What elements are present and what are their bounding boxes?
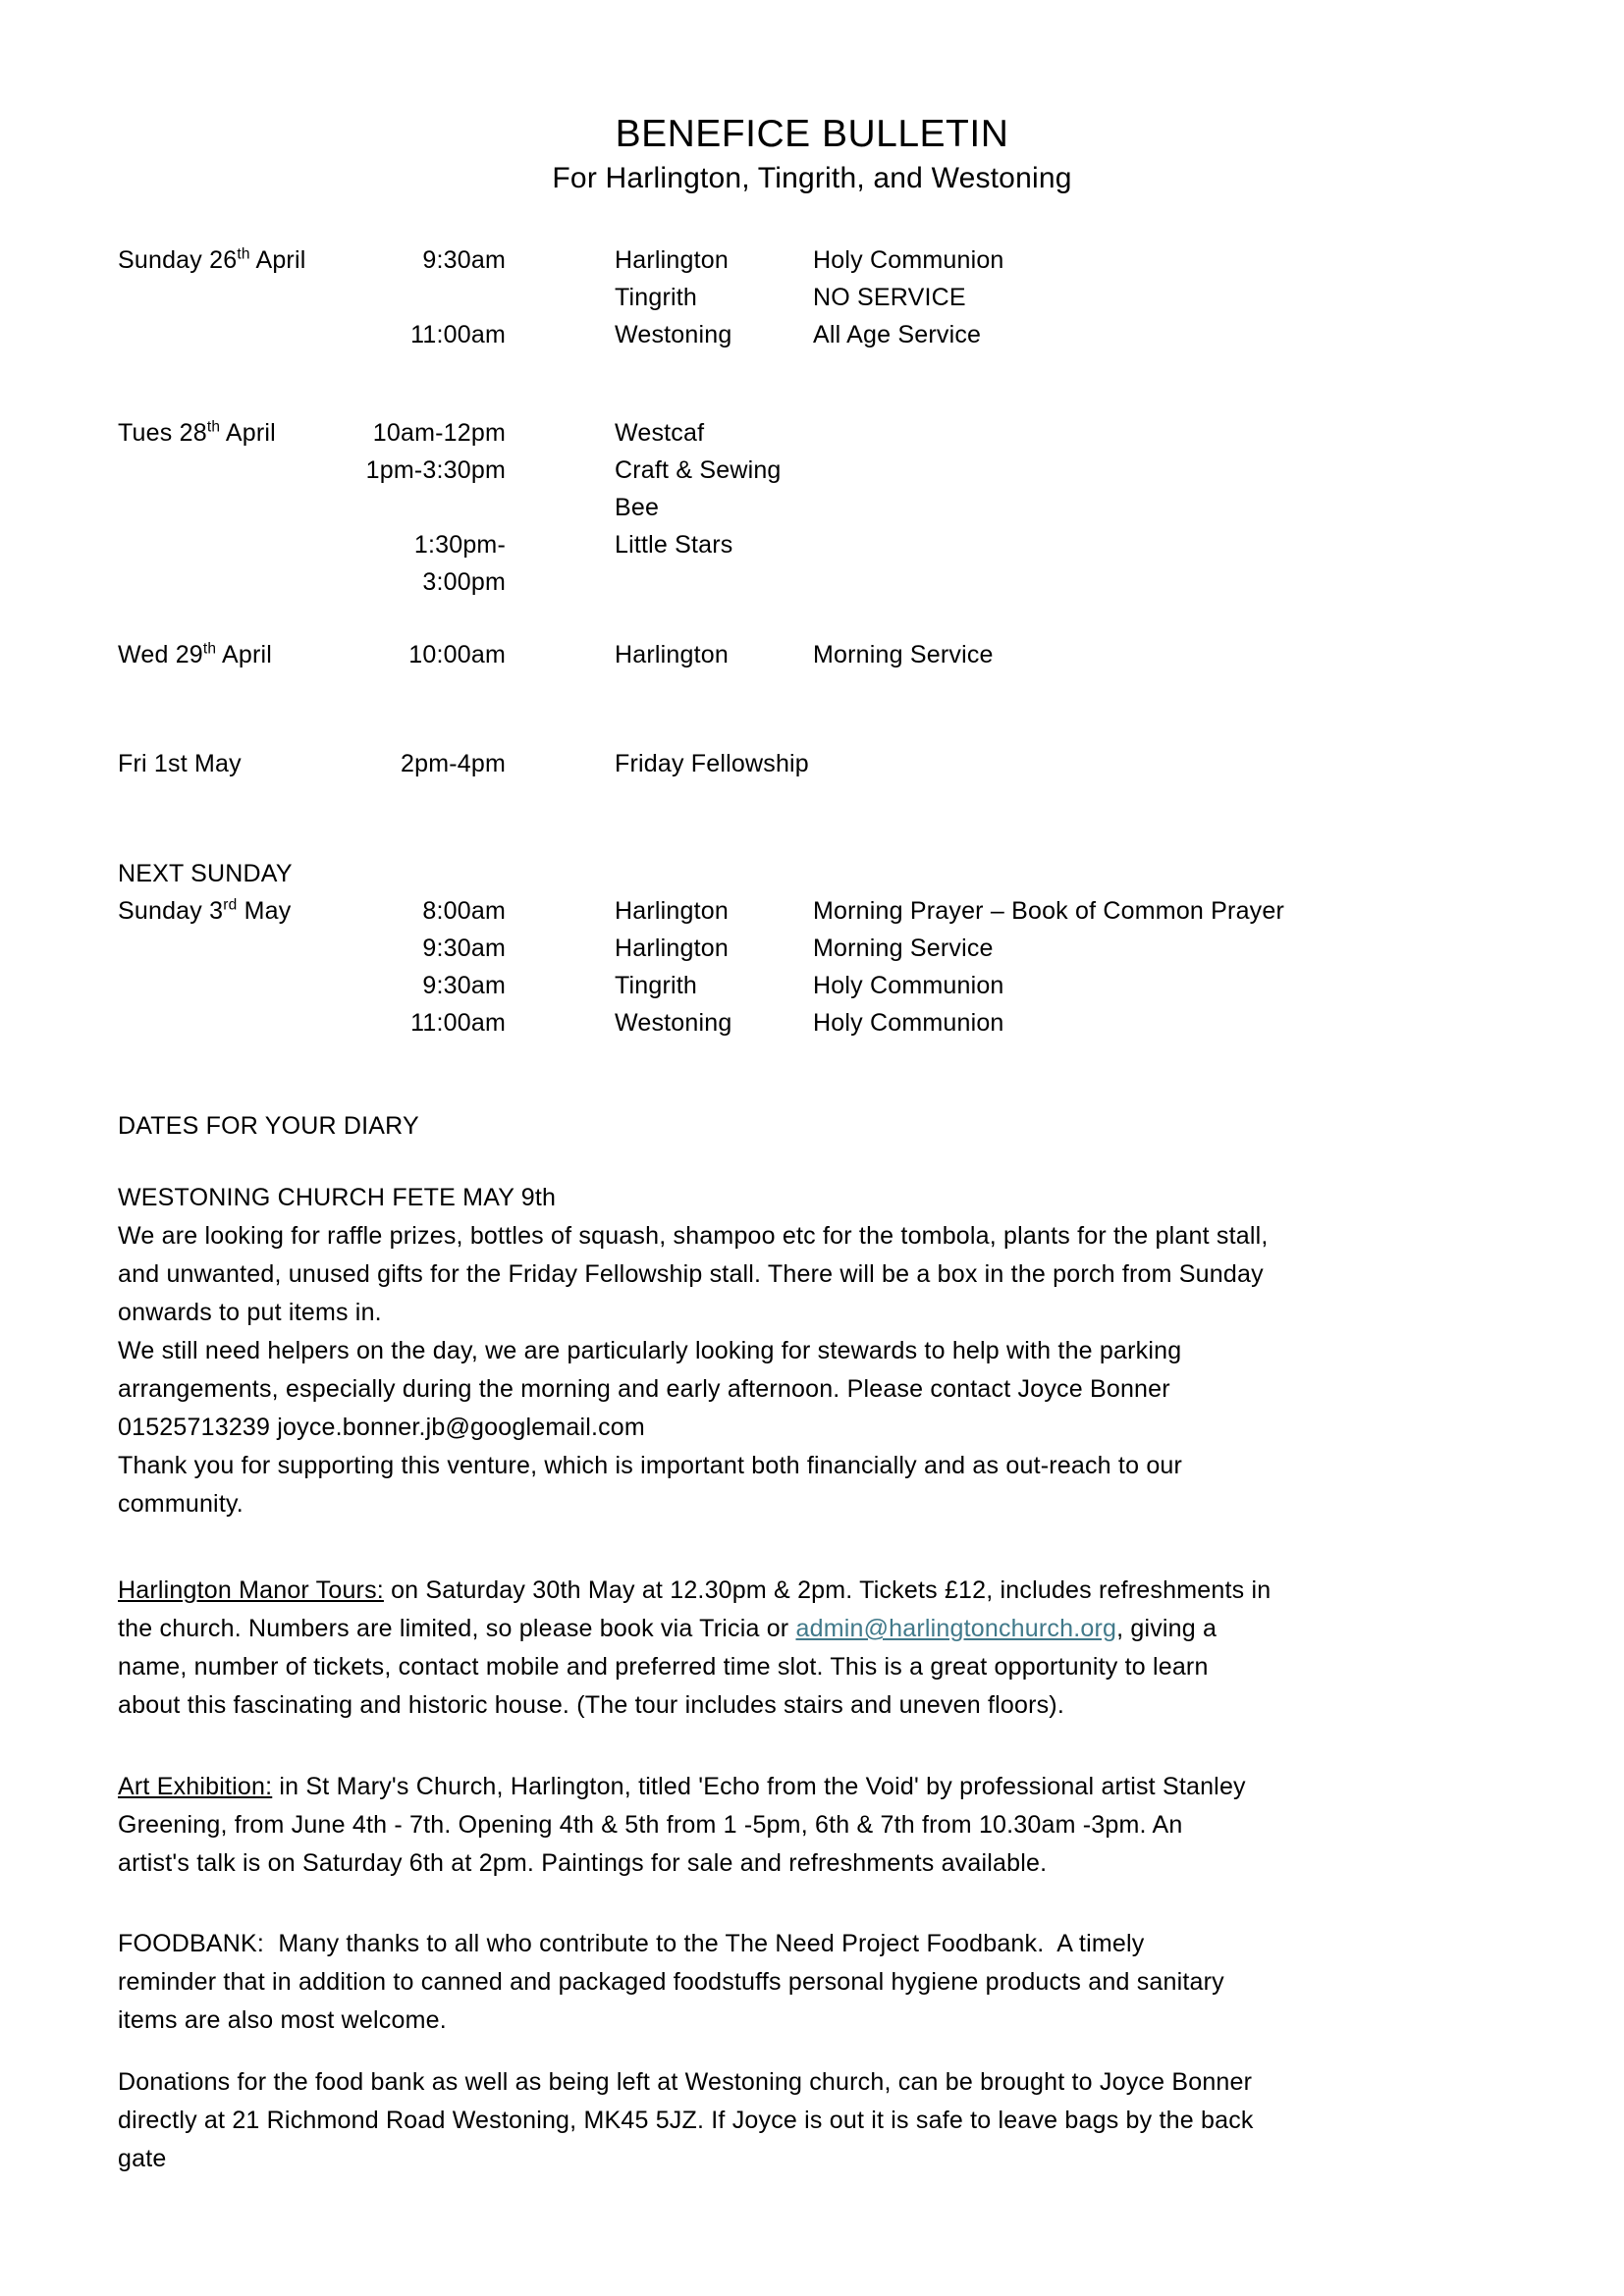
text-segment: community. bbox=[118, 1490, 244, 1518]
schedule-time: 8:00am bbox=[422, 897, 506, 925]
text-line bbox=[118, 1447, 1506, 1485]
schedule-location: Tingrith bbox=[615, 284, 698, 311]
ordinal-suffix: rd bbox=[223, 896, 238, 914]
paragraph-fete bbox=[118, 1179, 1506, 1523]
ordinal-suffix: th bbox=[202, 640, 217, 658]
schedule-service: Morning Service bbox=[813, 934, 994, 962]
text-segment: on Saturday 30th May at 12.30pm & 2pm. Tickets £12, includes refreshments in bbox=[383, 1576, 1272, 1604]
schedule-day bbox=[118, 526, 340, 601]
schedule-time: 10am-12pm bbox=[372, 419, 506, 447]
schedule-service: NO SERVICE bbox=[813, 284, 966, 311]
schedule-time: 11:00am bbox=[410, 321, 506, 348]
schedule-location: Westoning bbox=[615, 1009, 732, 1037]
text-segment: about this fascinating and historic house. (The tour includes stairs and uneven floors). bbox=[118, 1691, 1064, 1719]
schedule-service bbox=[813, 526, 1506, 601]
text-segment: the church. Numbers are limited, so please book via Tricia or bbox=[118, 1615, 796, 1642]
text-segment: items are also most welcome. bbox=[118, 2006, 447, 2034]
schedule-day: Sunday 26th April bbox=[118, 245, 306, 274]
text-segment: name, number of tickets, contact mobile and preferred time slot. This is a great opportunity to learn bbox=[118, 1653, 1209, 1681]
schedule-time: 9:30am bbox=[422, 934, 506, 962]
text-line bbox=[118, 1806, 1506, 1844]
schedule-service bbox=[813, 414, 1506, 452]
schedule-row bbox=[118, 316, 1506, 353]
paragraphs bbox=[118, 1179, 1506, 2178]
text-line bbox=[118, 1648, 1506, 1686]
underlined-heading: Art Exhibition: bbox=[118, 1773, 273, 1800]
text-line bbox=[118, 1572, 1506, 1610]
schedule-day bbox=[118, 1004, 340, 1041]
schedule-service bbox=[813, 452, 1506, 526]
diary-heading: DATES FOR YOUR DIARY bbox=[118, 1112, 419, 1140]
schedule-service: Holy Communion bbox=[813, 1009, 1004, 1037]
schedule-day: Tues 28th April bbox=[118, 418, 276, 447]
schedule-location: Harlington bbox=[615, 897, 729, 925]
text-segment: gate bbox=[118, 2145, 167, 2172]
schedule-service: Holy Communion bbox=[813, 246, 1004, 274]
schedule-row bbox=[118, 1004, 1506, 1041]
schedule-day bbox=[118, 967, 340, 1004]
schedule-row bbox=[118, 414, 1506, 452]
next-sunday-heading: NEXT SUNDAY bbox=[118, 860, 293, 887]
schedule-location: Tingrith bbox=[615, 972, 698, 999]
paragraph-foodbank bbox=[118, 1925, 1506, 2040]
paragraph-manor bbox=[118, 1572, 1506, 1725]
schedule-day bbox=[118, 452, 340, 526]
schedule-row bbox=[118, 279, 1506, 316]
text-segment: artist's talk is on Saturday 6th at 2pm. Paintings for sale and refreshments available. bbox=[118, 1849, 1048, 1877]
text-line bbox=[118, 1370, 1506, 1409]
schedule-time: 10:00am bbox=[408, 641, 506, 668]
text-segment: Thank you for supporting this venture, which is important both financially and as out-reach to our bbox=[118, 1452, 1183, 1479]
text-segment: directly at 21 Richmond Road Westoning, MK45 5JZ. If Joyce is out it is safe to leave bags by the back bbox=[118, 2107, 1254, 2134]
text-line bbox=[118, 1768, 1506, 1806]
text-segment: Greening, from June 4th - 7th. Opening 4th & 5th from 1 -5pm, 6th & 7th from 10.30am -3pm. An bbox=[118, 1811, 1183, 1839]
schedule-row bbox=[118, 930, 1506, 967]
schedule-location: Harlington bbox=[615, 246, 729, 274]
text-segment: onwards to put items in. bbox=[118, 1299, 382, 1326]
text-line bbox=[118, 1925, 1506, 1963]
schedule-block-next-sunday bbox=[118, 855, 1506, 1041]
text-line bbox=[118, 1294, 1506, 1332]
text-line bbox=[118, 2140, 1506, 2178]
text-segment: reminder that in addition to canned and packaged foodstuffs personal hygiene products and sanitary bbox=[118, 1968, 1224, 1996]
schedule-day: Wed 29th April bbox=[118, 640, 273, 668]
text-segment: , giving a bbox=[1116, 1615, 1218, 1642]
text-line bbox=[118, 1963, 1506, 2002]
schedule bbox=[118, 241, 1506, 1041]
schedule-time: 1:30pm-3:00pm bbox=[413, 531, 506, 596]
text-segment: WESTONING CHURCH FETE MAY 9th bbox=[118, 1184, 557, 1211]
text-line bbox=[118, 1844, 1506, 1883]
schedule-row bbox=[118, 892, 1506, 930]
schedule-time bbox=[340, 279, 506, 316]
schedule-location: Craft & Sewing Bee bbox=[615, 456, 782, 521]
page-subtitle: For Harlington, Tingrith, and Westoning bbox=[552, 162, 1072, 194]
text-segment: FOODBANK: Many thanks to all who contribute to the The Need Project Foodbank. A timely bbox=[118, 1930, 1145, 1957]
schedule-service: Morning Service bbox=[813, 641, 994, 668]
text-line bbox=[118, 2063, 1506, 2102]
page-title: BENEFICE BULLETIN bbox=[615, 113, 1009, 155]
text-segment: and unwanted, unused gifts for the Friday Fellowship stall. There will be a box in the porch from Sunday bbox=[118, 1260, 1264, 1288]
schedule-service: Morning Prayer – Book of Common Prayer bbox=[813, 897, 1285, 925]
text-line bbox=[118, 1485, 1506, 1523]
schedule-block-sun26 bbox=[118, 241, 1506, 353]
text-segment: 01525713239 joyce.bonner.jb@googlemail.com bbox=[118, 1414, 645, 1441]
text-line bbox=[118, 2002, 1506, 2040]
schedule-service bbox=[813, 745, 1506, 782]
ordinal-suffix: th bbox=[206, 418, 221, 436]
schedule-row bbox=[118, 526, 1506, 601]
schedule-time: 9:30am bbox=[422, 246, 506, 274]
email-link[interactable]: admin@harlingtonchurch.org bbox=[795, 1615, 1117, 1642]
schedule-time: 2pm-4pm bbox=[401, 750, 506, 777]
schedule-service: Holy Communion bbox=[813, 972, 1004, 999]
schedule-block-fri1 bbox=[118, 745, 1506, 782]
text-line bbox=[118, 1217, 1506, 1255]
schedule-time: 1pm-3:30pm bbox=[365, 456, 506, 484]
schedule-block-wed29 bbox=[118, 636, 1506, 673]
text-segment: Donations for the food bank as well as being left at Westoning church, can be brought to Joyce Bonner bbox=[118, 2068, 1253, 2096]
schedule-row bbox=[118, 452, 1506, 526]
paragraph-art bbox=[118, 1768, 1506, 1883]
underlined-heading: Harlington Manor Tours: bbox=[118, 1576, 384, 1604]
schedule-location: Friday Fellowship bbox=[615, 750, 809, 777]
paragraph-donations bbox=[118, 2063, 1506, 2178]
text-segment: arrangements, especially during the morning and early afternoon. Please contact Joyce Bonner bbox=[118, 1375, 1170, 1403]
schedule-time: 9:30am bbox=[422, 972, 506, 999]
schedule-time: 11:00am bbox=[410, 1009, 506, 1037]
schedule-day: Sunday 3rd May bbox=[118, 896, 292, 925]
text-line bbox=[118, 1409, 1506, 1447]
text-segment: in St Mary's Church, Harlington, titled 'Echo from the Void' by professional artist Stanley bbox=[272, 1773, 1246, 1800]
ordinal-suffix: th bbox=[237, 245, 250, 263]
text-segment: We are looking for raffle prizes, bottles of squash, shampoo etc for the tombola, plants for the plant stall, bbox=[118, 1222, 1269, 1250]
text-line bbox=[118, 1179, 1506, 1217]
schedule-day bbox=[118, 930, 340, 967]
text-line bbox=[118, 1686, 1506, 1725]
text-line bbox=[118, 1255, 1506, 1294]
text-line bbox=[118, 2102, 1506, 2140]
schedule-day bbox=[118, 316, 340, 353]
schedule-location: Westoning bbox=[615, 321, 732, 348]
schedule-day bbox=[118, 279, 340, 316]
schedule-location: Westcaf bbox=[615, 419, 705, 447]
schedule-location: Harlington bbox=[615, 934, 729, 962]
schedule-day: Fri 1st May bbox=[118, 750, 242, 777]
schedule-service: All Age Service bbox=[813, 321, 982, 348]
text-line bbox=[118, 1332, 1506, 1370]
schedule-row bbox=[118, 745, 1506, 782]
schedule-block-tue28 bbox=[118, 414, 1506, 601]
schedule-row bbox=[118, 636, 1506, 673]
schedule-location: Little Stars bbox=[615, 531, 733, 559]
schedule-row bbox=[118, 241, 1506, 279]
text-line bbox=[118, 1610, 1506, 1648]
schedule-row bbox=[118, 967, 1506, 1004]
text-segment: We still need helpers on the day, we are particularly looking for stewards to help with the parking bbox=[118, 1337, 1182, 1364]
schedule-location: Harlington bbox=[615, 641, 729, 668]
